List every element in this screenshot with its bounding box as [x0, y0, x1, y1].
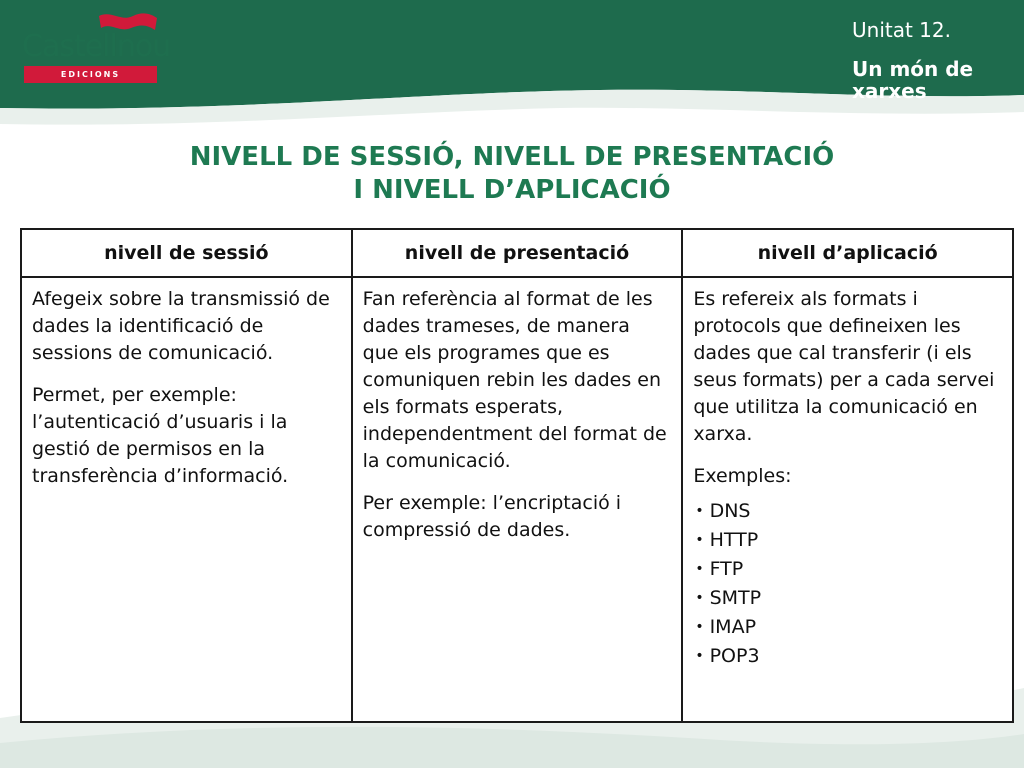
session-cell — [21, 277, 352, 722]
presentation-example: Per exemple: l’encriptació i compressió de dades. — [362, 492, 622, 541]
logo-wordmark: Castellnou — [22, 29, 171, 64]
logo-subtitle: EDICIONS — [24, 66, 157, 83]
column-header-session: nivell de sessió — [21, 229, 352, 277]
table-row — [21, 277, 1013, 722]
slide-title-line-1: NIVELL DE SESSIÓ, NIVELL DE PRESENTACIÓ — [189, 142, 835, 172]
session-example: Permet, per exemple: l’autenticació d’usuaris i la gestió de permisos en la transferència d’informació. — [32, 384, 289, 487]
list-item: • DNS — [695, 498, 1002, 527]
application-cell — [682, 277, 1013, 722]
slide-title — [62, 141, 962, 207]
column-header-presentation: nivell de presentació — [352, 229, 683, 277]
list-item: • HTTP — [695, 527, 1002, 556]
application-description: Es refereix als formats i protocols que defineixen les dades que cal transferir (i els seus formats) per a cada servei que utilitza la comunicació en xarxa. — [693, 288, 995, 445]
list-item: • FTP — [695, 556, 1002, 585]
table-header-row — [21, 229, 1013, 277]
unit-title: Un món de xarxes — [852, 57, 974, 103]
list-item: • IMAP — [695, 614, 1002, 643]
unit-number: Unitat 12. — [852, 18, 951, 42]
list-item: • SMTP — [695, 585, 1002, 614]
osi-layers-table — [20, 228, 1014, 723]
presentation-cell — [352, 277, 683, 722]
publisher-logo — [22, 10, 171, 80]
list-item: • POP3 — [695, 643, 1002, 672]
column-header-application: nivell d’aplicació — [682, 229, 1013, 277]
slide-title-line-2: I NIVELL D’APLICACIÓ — [353, 175, 671, 205]
application-examples-list — [693, 498, 1002, 672]
presentation-description: Fan referència al format de les dades trameses, de manera que els programes que es comuniquen rebin les dades en els formats esperats, independentment del format de la comunicació. — [362, 288, 667, 472]
application-examples-label: Exemples: — [693, 465, 792, 487]
session-description: Afegeix sobre la transmissió de dades la identificació de sessions de comunicació. — [32, 288, 330, 364]
